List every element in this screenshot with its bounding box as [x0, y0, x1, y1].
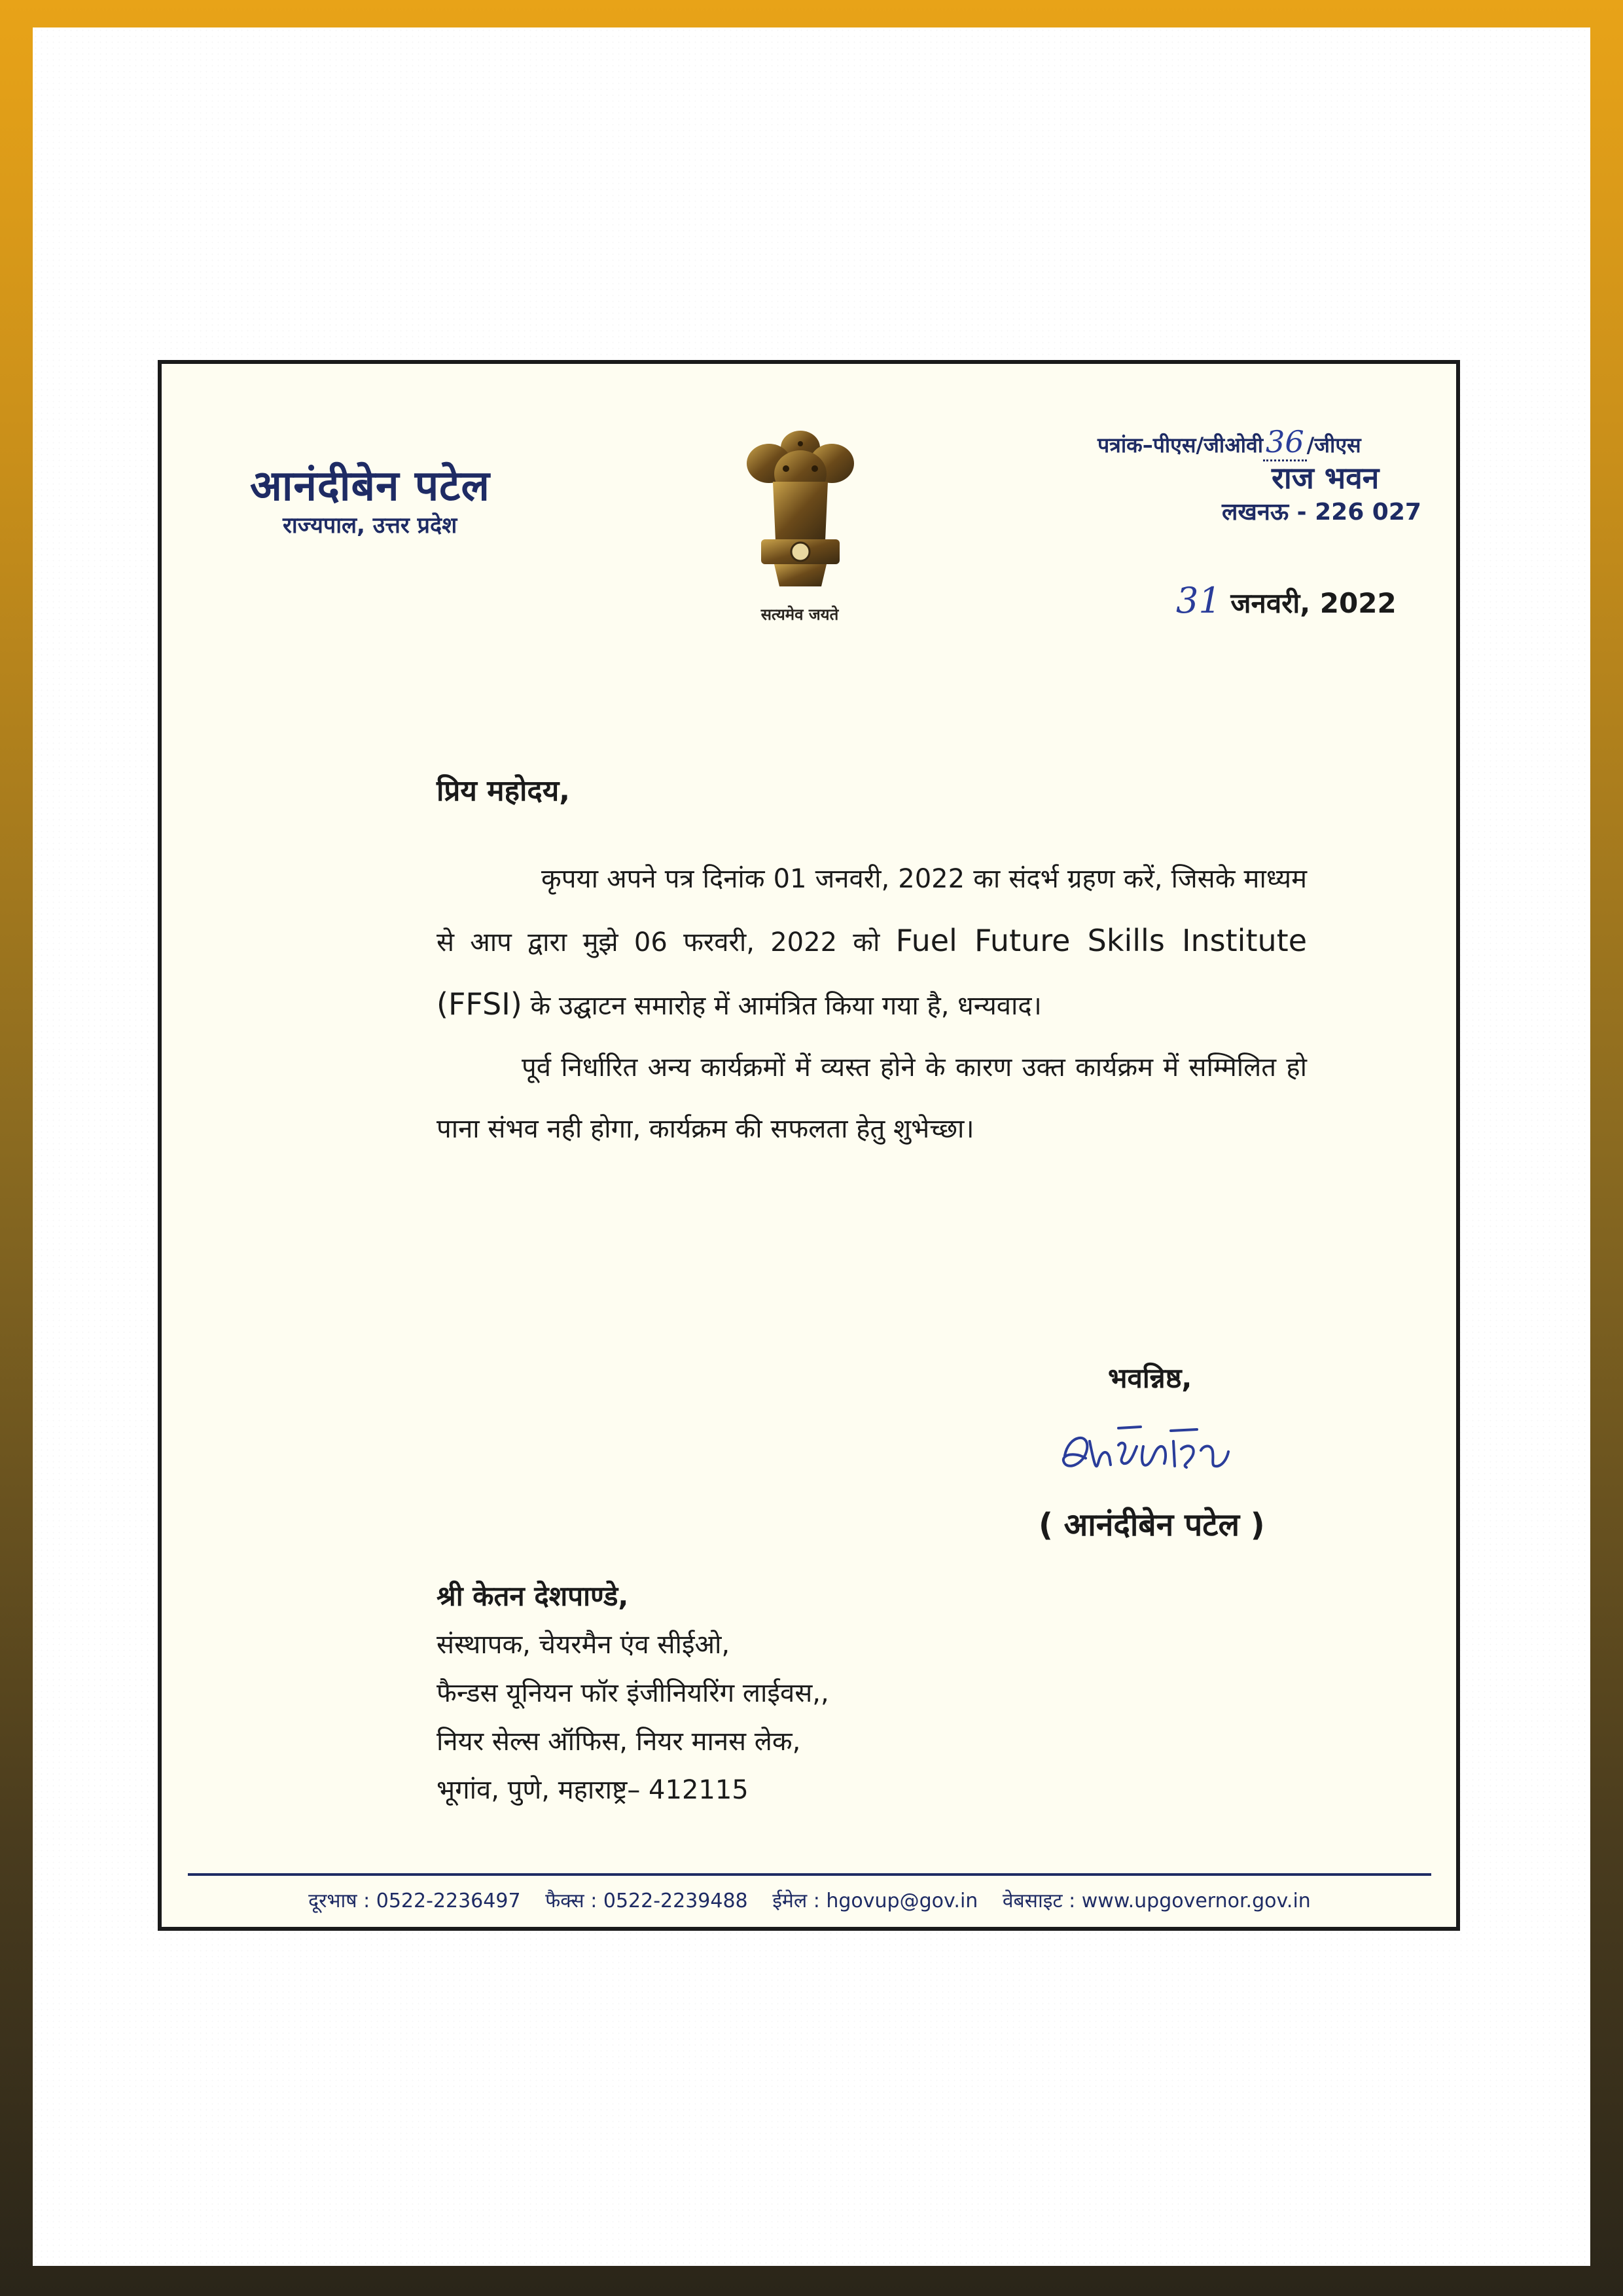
footer-phone: दूरभाष : 0522-2236497 [308, 1890, 521, 1912]
footer-contact [162, 1886, 1457, 1913]
recipient-address [437, 1572, 829, 1814]
footer-fax: फैक्स : 0522-2239488 [545, 1890, 748, 1912]
recipient-line-3: नियर सेल्स ऑफिस, नियर मानस लेक, [437, 1727, 801, 1757]
signatory-name: ( आनंदीबेन पटेल ) [1039, 1507, 1265, 1543]
p1-text-after: के उद्घाटन समारोह में आमंत्रित किया गया है, धन्यवाद। [530, 991, 1042, 1021]
recipient-line-1: संस्थापक, चेयरमैन एंव सीईओ, [437, 1630, 730, 1660]
ref-number-handwritten: 36 [1263, 424, 1307, 461]
sender-designation: राज्यपाल, उत्तर प्रदेश [283, 512, 457, 539]
letter-sheet [158, 360, 1460, 1931]
emblem-motto: सत्यमेव जयते [760, 605, 839, 624]
page-background [33, 27, 1590, 2266]
salutation: प्रिय महोदय, [437, 774, 570, 808]
sender-name: आनंदीबेन पटेल [250, 462, 490, 511]
body-paragraph-2: पूर्व निर्धारित अन्य कार्यक्रमों में व्यस्त होने के कारण उक्त कार्यक्रम में सम्मिलित हो पाना संभव नही होगा, कार्यक्रम की सफलता हेतु शुभेच्छा। [437, 1052, 1307, 1144]
letter-date [1176, 580, 1397, 621]
p1-english-name: Fuel Future Skills Institute (FFSI) [437, 923, 1307, 1022]
date-month-year: जनवरी, 2022 [1230, 587, 1397, 619]
ref-prefix: पत्रांक–पीएस/जीओवी [1097, 433, 1264, 457]
footer-website: वेबसाइट : www.upgovernor.gov.in [1002, 1890, 1311, 1912]
recipient-line-2: फैन्डस यूनियन फॉर इंजीनियरिंग लाईवस,, [437, 1678, 829, 1708]
footer-email: ईमेल : hgovup@gov.in [772, 1890, 978, 1912]
p1-text-before: कृपया अपने पत्र दिनांक 01 जनवरी, 2022 का संदर्भ ग्रहण करें, जिसके माध्यम से आप द्वारा मुझे 06 फरवरी, 2022 को [437, 864, 1307, 958]
office-name: राज भवन [1272, 460, 1380, 495]
office-city: लखनऊ - 226 027 [1222, 499, 1421, 526]
closing: भवन्निष्ठ, [1108, 1362, 1192, 1394]
national-emblem-icon [735, 423, 866, 606]
handwritten-signature [1056, 1415, 1291, 1487]
footer-divider [188, 1873, 1431, 1876]
recipient-line-4: भूगांव, पुणे, महाराष्ट्र– 412115 [437, 1775, 749, 1805]
body-paragraph-1 [437, 848, 1307, 1037]
letter-body [437, 848, 1307, 1160]
recipient-name: श्री केतन देशपाण्डे, [437, 1580, 629, 1612]
reference-number [1097, 424, 1361, 459]
date-day-handwritten: 31 [1176, 580, 1221, 621]
ref-suffix: /जीएस [1306, 433, 1361, 457]
